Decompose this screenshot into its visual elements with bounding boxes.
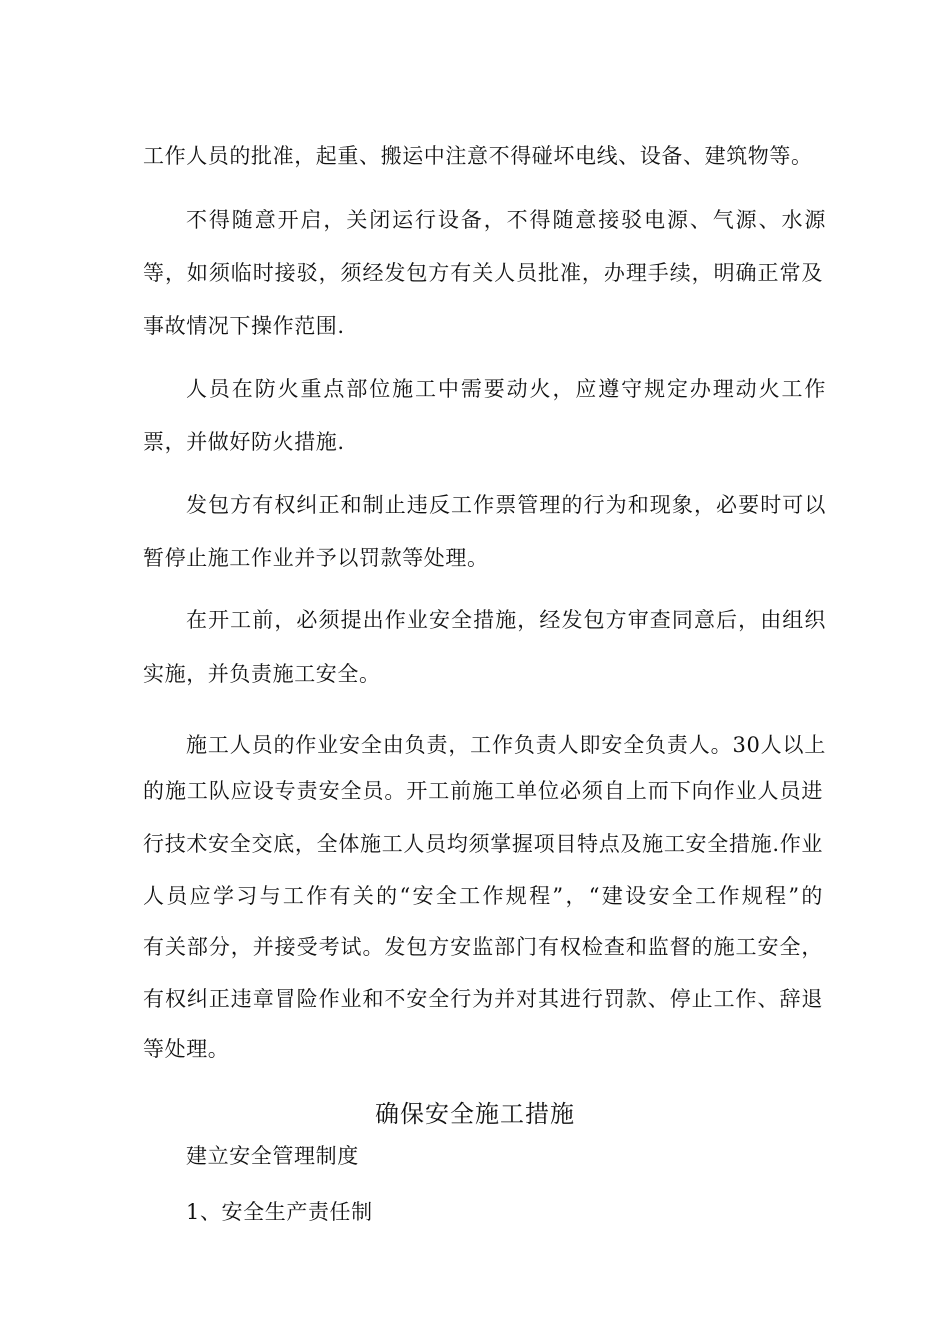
paragraph-line: 事故情况下操作范围. <box>143 314 345 338</box>
paragraph-line: 实施，并负责施工安全。 <box>143 662 381 686</box>
subheading: 建立安全管理制度 <box>186 1144 359 1168</box>
paragraph-line: 发包方有权纠正和制止违反工作票管理的行为和现象，必要时可以 <box>186 493 826 517</box>
paragraph-line: 在开工前，必须提出作业安全措施，经发包方审查同意后，由组织 <box>186 608 826 632</box>
paragraph-line: 施工人员的作业安全由负责，工作负责人即安全负责人。30人以上 <box>186 733 826 757</box>
paragraph-line: 人员在防火重点部位施工中需要动火，应遵守规定办理动火工作 <box>186 377 826 401</box>
paragraph-line: 有关部分，并接受考试。发包方安监部门有权检查和监督的施工安全， <box>143 935 823 959</box>
paragraph-line: 行技术安全交底，全体施工人员均须掌握项目特点及施工安全措施.作业 <box>143 832 823 856</box>
paragraph-line: 人员应学习与工作有关的“安全工作规程”，“建设安全工作规程”的 <box>143 884 823 908</box>
paragraph-line: 等处理。 <box>143 1037 230 1061</box>
list-item: 1、安全生产责任制 <box>186 1200 373 1224</box>
section-title: 确保安全施工措施 <box>375 1100 575 1128</box>
paragraph-line: 的施工队应设专责安全员。开工前施工单位必须自上而下向作业人员进 <box>143 779 823 803</box>
paragraph-line: 工作人员的批准，起重、搬运中注意不得碰坏电线、设备、建筑物等。 <box>143 144 813 168</box>
paragraph-line: 等，如须临时接驳，须经发包方有关人员批准，办理手续，明确正常及 <box>143 261 823 285</box>
paragraph-line: 不得随意开启，关闭运行设备，不得随意接驳电源、气源、水源 <box>186 208 826 232</box>
paragraph-line: 票，并做好防火措施. <box>143 430 345 454</box>
paragraph-line: 暂停止施工作业并予以罚款等处理。 <box>143 546 489 570</box>
paragraph-line: 有权纠正违章冒险作业和不安全行为并对其进行罚款、停止工作、辞退 <box>143 987 823 1011</box>
